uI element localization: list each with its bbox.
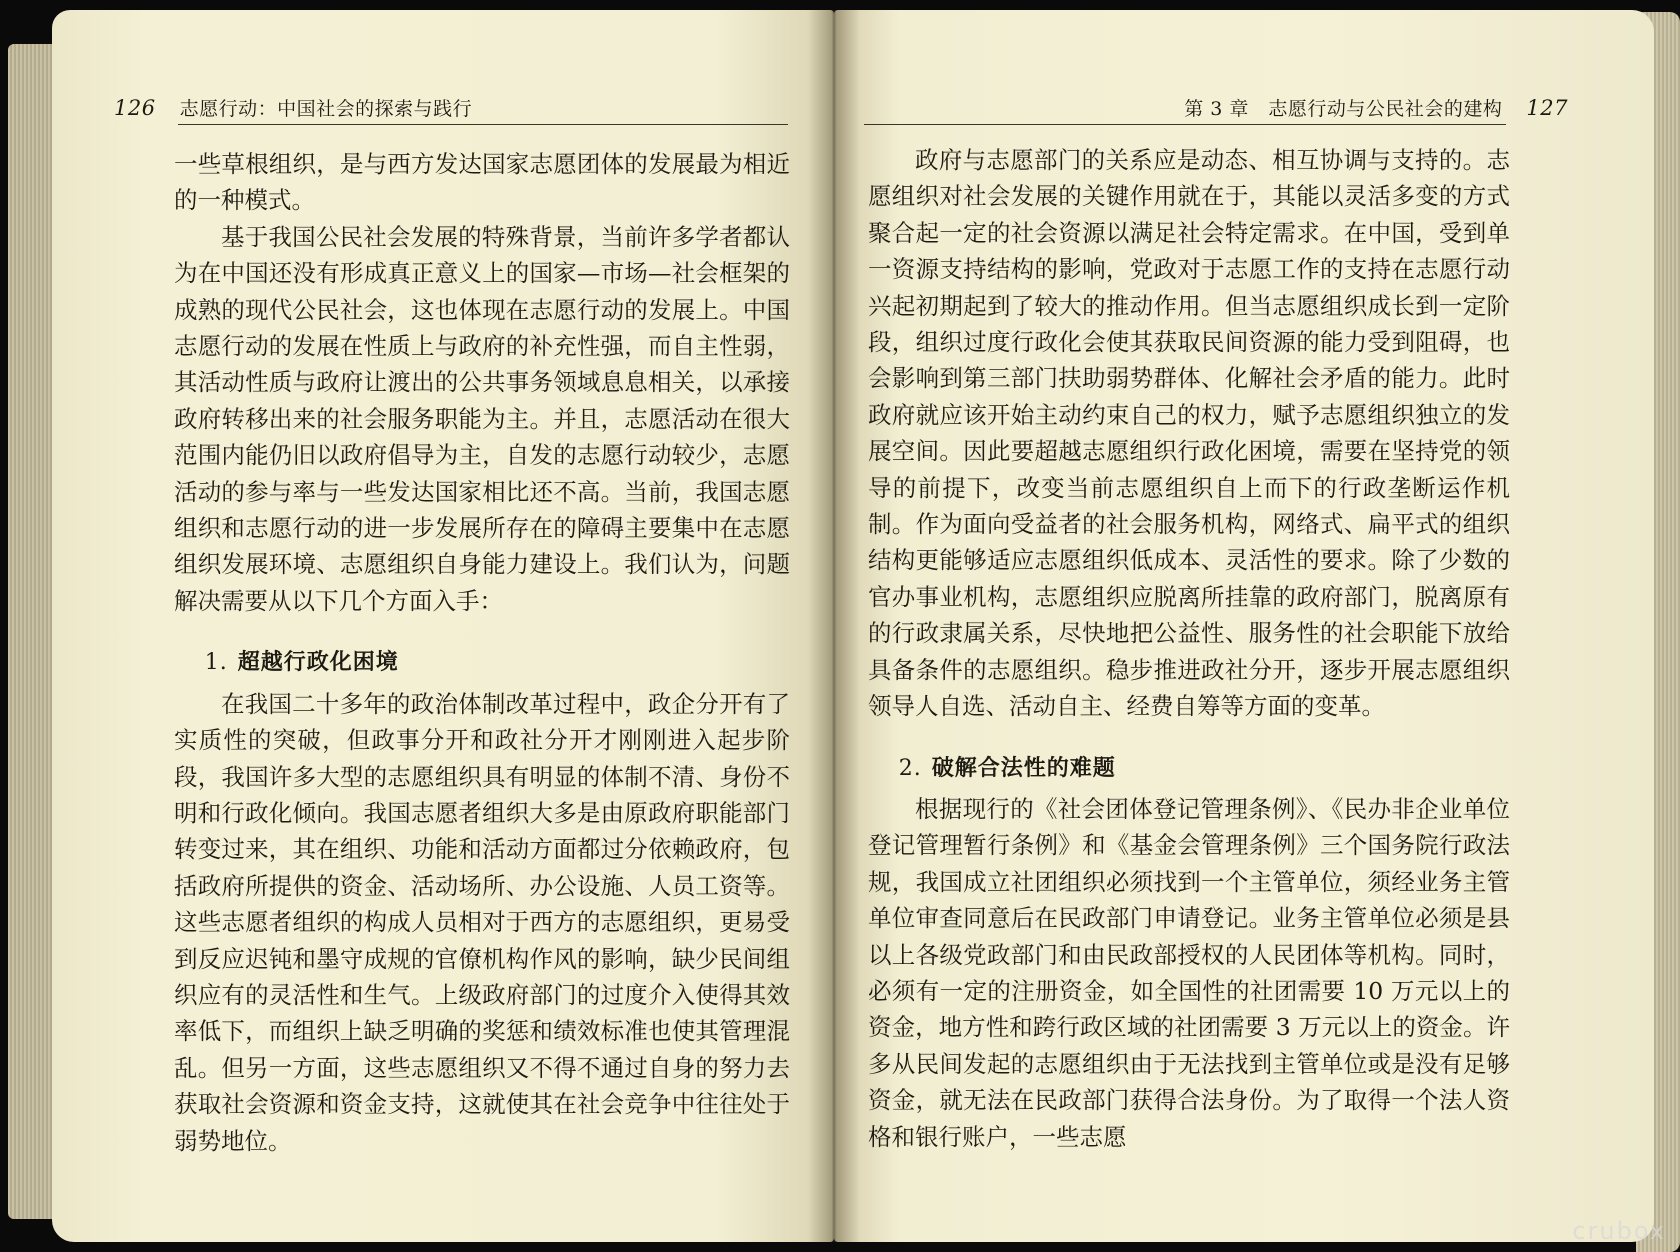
left-page: [52, 10, 834, 1242]
left-header-rule: [178, 124, 788, 125]
watermark-text: crubox: [1572, 1217, 1666, 1245]
book-title: 志愿行动：中国社会的探索与践行: [179, 98, 473, 120]
section-heading-2: [868, 751, 1510, 787]
left-running-head: [114, 94, 472, 121]
paragraph: 一些草根组织，是与西方发达国家志愿团体的发展最为相近的一种模式。: [174, 150, 790, 215]
paragraph: 在我国二十多年的政治体制改革过程中，政企分开有了实质性的突破，但政事分开和政社分开才刚刚进入起步阶段，我国许多大型的志愿组织具有明显的体制不清、身份不明和行政化倾向。我国志愿者组织大多是由原政府职能部门转变过来，其在组织、功能和活动方面都过分依赖政府，包括政府所提供的资金、活动场所、办公设施、人员工资等。这些志愿者组织的构成人员相对于西方的志愿组织，更易受到反应迟钝和墨守成规的官僚机构作风的影响，缺少民间组织应有的灵活性和生气。上级政府部门的过度介入使得其效率低下，而组织上缺乏明确的奖惩和绩效标准也使其管理混乱。但另一方面，这些志愿组织又不得不通过自身的努力去获取社会资源和资金支持，这就使其在社会竞争中往往处于弱势地位。: [174, 689, 790, 1155]
paragraph: 政府与志愿部门的关系应是动态、相互协调与支持的。志愿组织对社会发展的关键作用就在于，其能以灵活多变的方式聚合起一定的社会资源以满足社会特定需求。在中国，受到单一资源支持结构的影响，党政对于志愿工作的支持在志愿行动兴起初期起到了较大的推动作用。但当志愿组织成长到一定阶段，组织过度行政化会使其获取民间资源的能力受到阻碍，也会影响到第三部门扶助弱势群体、化解社会矛盾的能力。此时政府就应该开始主动约束自己的权力，赋予志愿组织独立的发展空间。因此要超越志愿组织行政化困境，需要在坚持党的领导的前提下，改变当前志愿组织自上而下的行政垄断运作机制。作为面向受益者的社会服务机构，网络式、扁平式的组织结构更能够适应志愿组织低成本、灵活性的要求。除了少数的官办事业机构，志愿组织应脱离所挂靠的政府部门，脱离原有的行政隶属关系，尽快地把公益性、服务性的社会职能下放给具备条件的志愿组织。稳步推进政社分开，逐步开展志愿组织领导人自选、活动自主、经费自筹等方面的变革。: [868, 146, 1510, 721]
right-page: [834, 10, 1654, 1242]
right-header-rule: [864, 124, 1506, 125]
section-title: 破解合法性的难题: [931, 755, 1116, 781]
left-page-body: [174, 146, 790, 1159]
left-page-number: 126: [114, 96, 156, 120]
right-page-body: [868, 142, 1510, 1155]
paragraph: 根据现行的《社会团体登记管理条例》、《民办非企业单位登记管理暂行条例》和《基金会管理条例》三个国务院行政法规，我国成立社团组织必须找到一个主管单位，须经业务主管单位审查同意后在民政部门申请登记。业务主管单位必须是县以上各级党政部门和由民政部授权的人民团体等机构。同时，必须有一定的注册资金，如全国性的社团需要 10 万元以上的资金，地方性和跨行政区域的社团需要 3 万元以上的资金。许多从民间发起的志愿组织由于无法找到主管单位或是没有足够资金，就无法在民政部门获得合法身份。为了取得一个法人资格和银行账户，一些志愿: [868, 794, 1510, 1151]
section-title: 超越行政化困境: [237, 650, 399, 676]
open-book: [8, 4, 1680, 1251]
section-number: 1.: [204, 650, 228, 676]
right-running-head: [1184, 94, 1568, 121]
section-heading-1: [174, 645, 790, 681]
paragraph: 基于我国公民社会发展的特殊背景，当前许多学者都认为在中国还没有形成真正意义上的国家—市场—社会框架的成熟的现代公民社会，这也体现在志愿行动的发展上。中国志愿行动的发展在性质上与政府的补充性强，而自主性弱，其活动性质与政府让渡出的公共事务领域息息相关，以承接政府转移出来的社会服务职能为主。并且，志愿活动在很大范围内能仍旧以政府倡导为主，自发的志愿行动较少，志愿活动的参与率与一些发达国家相比还不高。当前，我国志愿组织和志愿行动的进一步发展所存在的障碍主要集中在志愿组织发展环境、志愿组织自身能力建设上。我们认为，问题解决需要从以下几个方面入手：: [174, 222, 790, 615]
chapter-title: 第 3 章 志愿行动与公民社会的建构: [1184, 98, 1503, 120]
right-page-number: 127: [1526, 96, 1568, 120]
section-number: 2.: [898, 755, 922, 781]
